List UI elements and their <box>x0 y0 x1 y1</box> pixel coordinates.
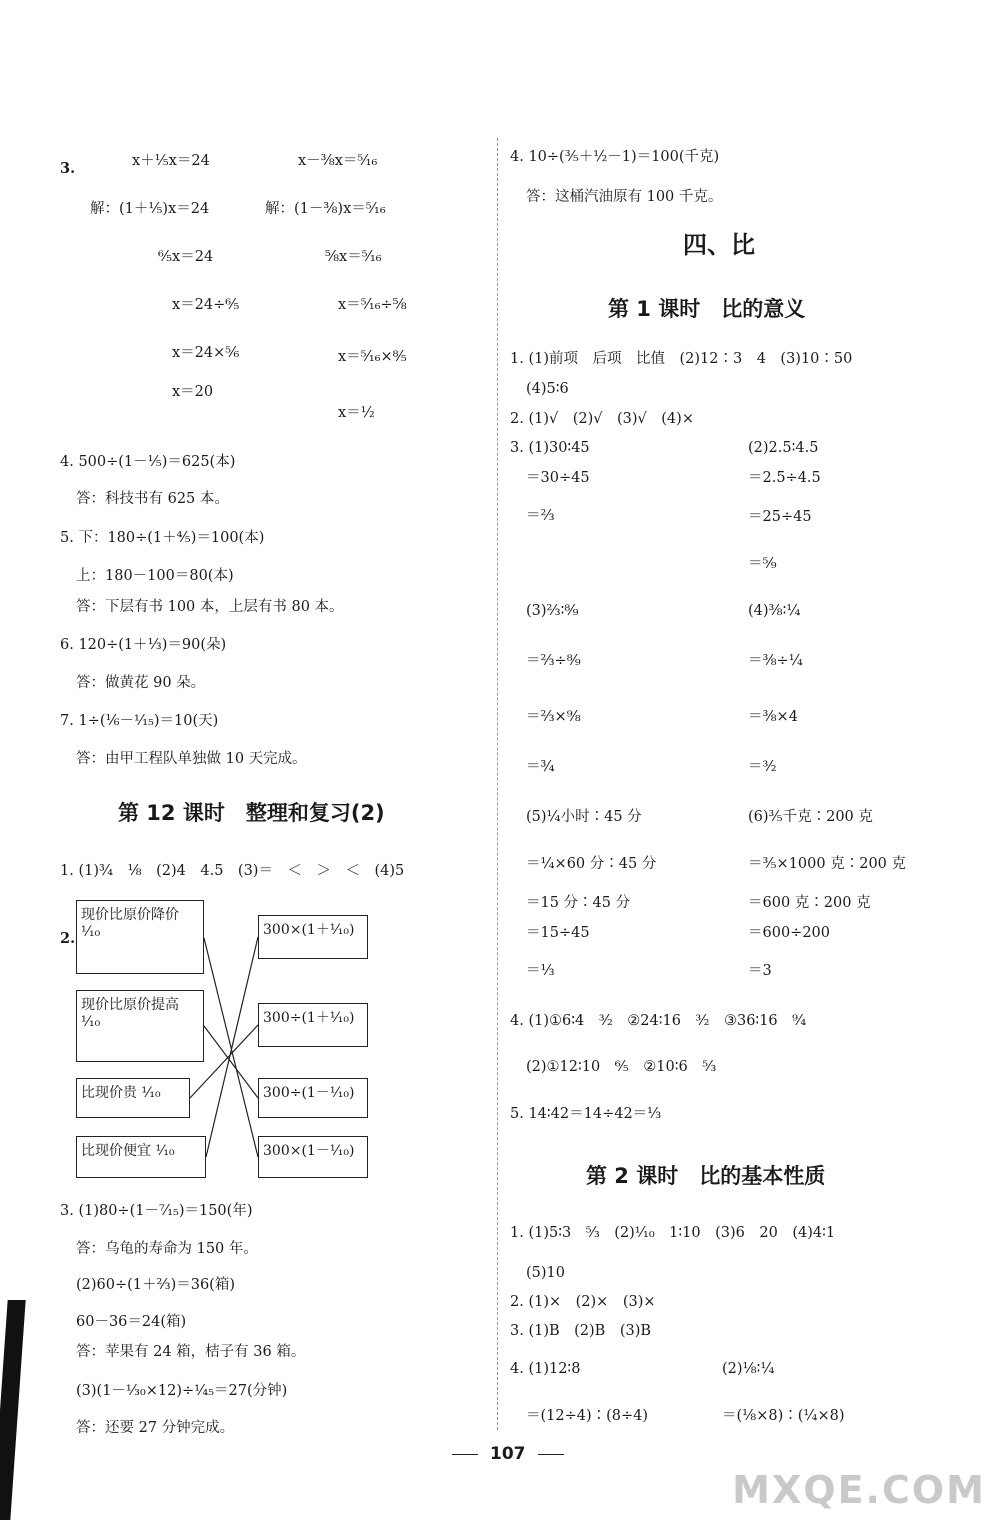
l1-q5: 5. 14∶42＝14÷42＝⅓ <box>510 1106 662 1122</box>
match-box-right: 300×(1＋¹⁄₁₀) <box>258 915 368 959</box>
l2-q4a: 4. (1)12∶8 <box>510 1361 581 1377</box>
eq-line: 解：(1＋⅕)x＝24 <box>90 201 210 217</box>
calc-line: (2)2.5∶4.5 <box>748 440 819 456</box>
eq-line: x＝½ <box>338 405 375 421</box>
l2-q4c: ＝(12÷4)∶(8÷4) <box>526 1408 649 1424</box>
dash-left <box>452 1454 478 1455</box>
eq-line: x＋⅕x＝24 <box>132 153 210 169</box>
eq-line: x＝⁵⁄₁₆÷⅝ <box>338 297 407 313</box>
calc-line: ＝15÷45 <box>526 925 590 941</box>
page-number-text: 107 <box>490 1444 526 1464</box>
chapter-title: 四、比 <box>683 231 755 259</box>
q4-answer: 答：科技书有 625 本。 <box>76 491 229 507</box>
l12-q3-3: (3)(1－¹⁄₃₀×12)÷¹⁄₄₅＝27(分钟) <box>76 1383 288 1399</box>
calc-line: ＝¾ <box>526 759 555 775</box>
q7-line: 7. 1÷(⅙－¹⁄₁₅)＝10(天) <box>60 713 219 729</box>
l12-q2-label: 2. <box>60 930 76 947</box>
q5-line: 5. 下：180÷(1＋⅘)＝100(本) <box>60 530 265 546</box>
calc-line: ＝30÷45 <box>526 470 590 486</box>
l1-q1b: (4)5∶6 <box>526 381 569 397</box>
lesson-12-title: 第 12 课时 整理和复习(2) <box>118 801 385 825</box>
l2-q4d: ＝(⅛×8)∶(¼×8) <box>722 1408 845 1424</box>
calc-line: ＝25÷45 <box>748 509 812 525</box>
l2-q1b: (5)10 <box>526 1265 565 1281</box>
calc-line: ＝¼×60 分∶45 分 <box>526 856 657 872</box>
l2-q4b: (2)⅛∶¼ <box>722 1361 775 1377</box>
match-box-left: 比现价贵 ¹⁄₁₀ <box>76 1078 190 1118</box>
l1-q1: 1. (1)前项 后项 比值 (2)12∶3 4 (3)10∶50 <box>510 351 853 367</box>
l12-q3-answer-2: 答：苹果有 24 箱，桔子有 36 箱。 <box>76 1344 306 1360</box>
eq-line: x＝24×⁵⁄₆ <box>172 345 240 361</box>
l12-q3-1: 3. (1)80÷(1－⁷⁄₁₅)＝150(年) <box>60 1203 253 1219</box>
calc-line: ＝⅗×1000 克∶200 克 <box>748 856 906 872</box>
q5-upper: 上：180－100＝80(本) <box>76 568 234 584</box>
eq-line: x＝20 <box>172 384 214 400</box>
match-line <box>190 1025 258 1098</box>
calc-line: ＝⅔ <box>526 508 555 524</box>
eq-line: ⁶⁄₅x＝24 <box>158 249 214 265</box>
q6-answer: 答：做黄花 90 朵。 <box>76 675 206 691</box>
calc-line: (5)¼小时∶45 分 <box>526 809 642 825</box>
calc-line: ＝600 克∶200 克 <box>748 895 871 911</box>
eq-line: ⅝x＝⁵⁄₁₆ <box>325 249 382 265</box>
calc-line: ＝2.5÷4.5 <box>748 470 821 486</box>
q5-answer: 答：下层有书 100 本，上层有书 80 本。 <box>76 599 344 615</box>
calc-line: (3)⅔∶⁸⁄₉ <box>526 603 579 619</box>
watermark: MXQE.COM <box>732 1468 986 1512</box>
calc-line: (6)⅗千克∶200 克 <box>748 809 873 825</box>
calc-line: ＝15 分∶45 分 <box>526 895 631 911</box>
l12-q3-2: (2)60÷(1＋⅔)＝36(箱) <box>76 1277 235 1293</box>
eq-line: x＝⁵⁄₁₆×⁸⁄₅ <box>338 349 407 365</box>
match-box-right: 300÷(1＋¹⁄₁₀) <box>258 1003 368 1047</box>
l12-q1: 1. (1)¾ ⅛ (2)4 4.5 (3)＝ ＜ ＞ ＜ (4)5 <box>60 863 405 879</box>
l1-q2: 2. (1)√ (2)√ (3)√ (4)× <box>510 411 694 427</box>
match-line <box>204 1026 258 1098</box>
dash-right <box>538 1454 564 1455</box>
l12-q3-answer-3: 答：还要 27 分钟完成。 <box>76 1420 235 1436</box>
l2-q2: 2. (1)× (2)× (3)× <box>510 1294 656 1310</box>
l1-q4a: 4. (1)①6∶4 ³⁄₂ ②24∶16 ³⁄₂ ③36∶16 ⁹⁄₄ <box>510 1013 807 1029</box>
calc-line: ＝⅜÷¼ <box>748 653 803 669</box>
r-q4-line: 4. 10÷(⅗＋½－1)＝100(千克) <box>510 149 720 165</box>
lesson-2-title: 第 2 课时 比的基本性质 <box>586 1164 826 1188</box>
calc-line: ＝600÷200 <box>748 925 831 941</box>
calc-line: ＝3 <box>748 963 772 979</box>
r-q4-answer: 答：这桶汽油原有 100 千克。 <box>526 189 723 205</box>
calc-line: ＝⅜×4 <box>748 709 798 725</box>
q6-line: 6. 120÷(1＋⅓)＝90(朵) <box>60 637 227 653</box>
eq-line: x－⅜x＝⁵⁄₁₆ <box>298 153 378 169</box>
calc-line: 3. (1)30∶45 <box>510 440 590 456</box>
l2-q3: 3. (1)B (2)B (3)B <box>510 1323 652 1339</box>
match-box-left: 现价比原价降价 ¹⁄₁₀ <box>76 900 204 974</box>
page-number <box>440 1444 576 1464</box>
q3-label: 3. <box>60 160 76 177</box>
calc-line: ＝⁵⁄₉ <box>748 556 777 572</box>
match-box-left: 比现价便宜 ¹⁄₁₀ <box>76 1136 206 1178</box>
q7-answer: 答：由甲工程队单独做 10 天完成。 <box>76 751 307 767</box>
eq-line: x＝24÷⁶⁄₅ <box>172 297 240 313</box>
calc-line: ＝⅔×⁹⁄₈ <box>526 709 581 725</box>
calc-line: ＝⅓ <box>526 963 555 979</box>
calc-line: ＝⅔÷⁸⁄₉ <box>526 653 581 669</box>
match-box-right: 300×(1－¹⁄₁₀) <box>258 1136 368 1178</box>
calc-line: ＝³⁄₂ <box>748 759 777 775</box>
l12-q3-2b: 60－36＝24(箱) <box>76 1314 187 1330</box>
eq-line: 解：(1－⅜)x＝⁵⁄₁₆ <box>265 201 386 217</box>
l2-q1: 1. (1)5∶3 ⁵⁄₃ (2)¹⁄₁₀ 1∶10 (3)6 20 (4)4∶1 <box>510 1225 836 1241</box>
lesson-1-title: 第 1 课时 比的意义 <box>608 297 806 321</box>
l12-q3-answer-1: 答：乌龟的寿命为 150 年。 <box>76 1241 258 1257</box>
l1-q4b: (2)①12∶10 ⁶⁄₅ ②10∶6 ⁵⁄₃ <box>526 1059 717 1075</box>
match-box-left: 现价比原价提高 ¹⁄₁₀ <box>76 990 204 1062</box>
q4-line: 4. 500÷(1－⅕)＝625(本) <box>60 454 236 470</box>
calc-line: (4)⅜∶¼ <box>748 603 801 619</box>
match-box-right: 300÷(1－¹⁄₁₀) <box>258 1078 368 1118</box>
